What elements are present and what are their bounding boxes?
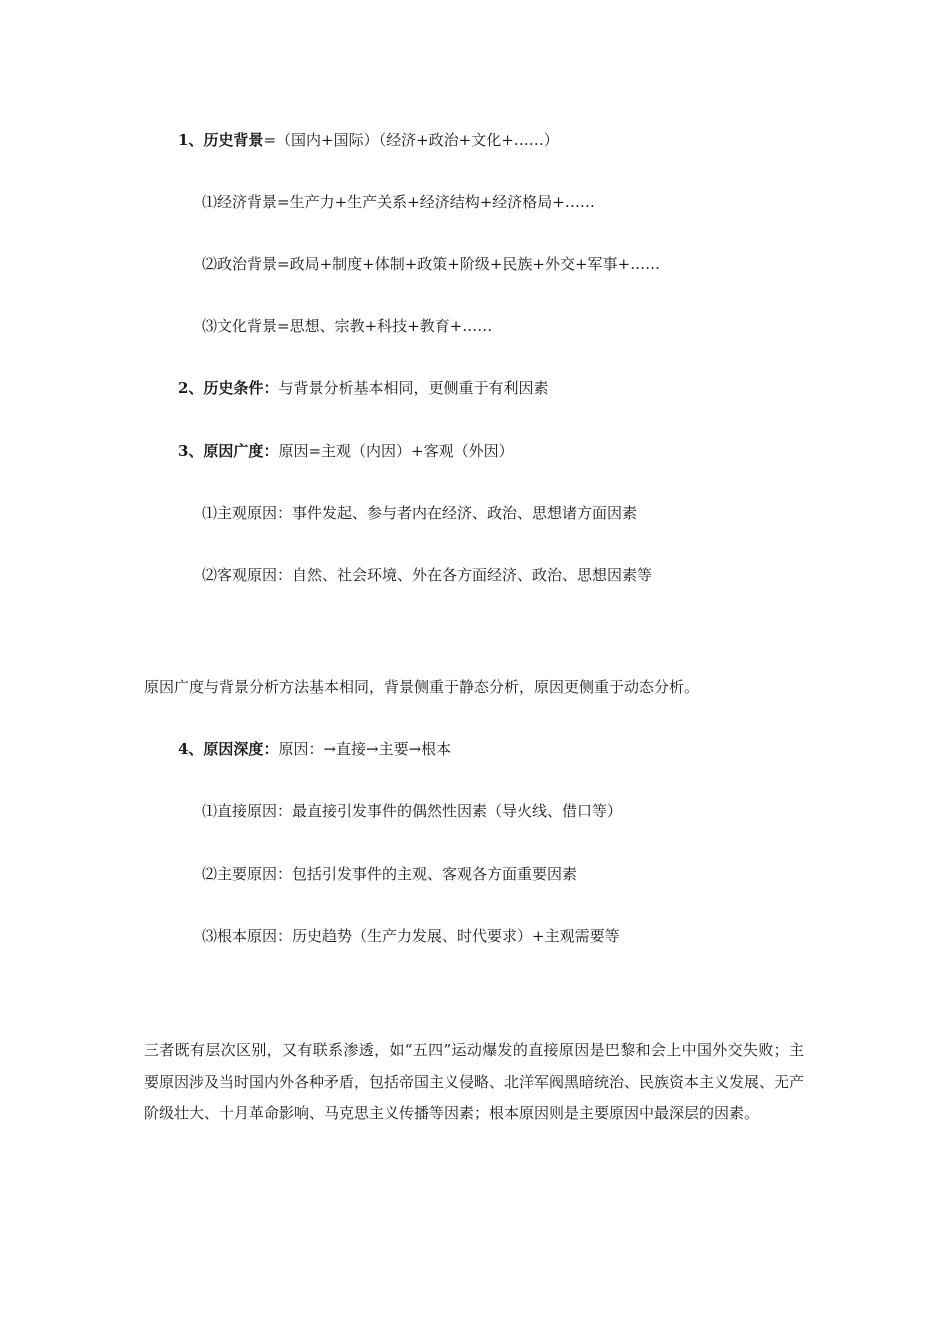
- section-4-title: 4、原因深度：: [178, 740, 279, 758]
- section-1-item-1: ⑴经济背景=生产力+生产关系+经济结构+经济格局+……: [202, 193, 595, 211]
- section-4-item-1: ⑴直接原因：最直接引发事件的偶然性因素（导火线、借口等）: [202, 802, 623, 820]
- section-1-title: 1、历史背景: [178, 131, 264, 149]
- section-4-item-2: ⑵主要原因：包括引发事件的主观、客观各方面重要因素: [202, 865, 578, 883]
- section-1-item-3: ⑶文化背景=思想、宗教+科技+教育+……: [202, 317, 493, 335]
- section-3-text: 原因=主观（内因）+客观（外因）: [278, 442, 514, 460]
- section-4-item-3: ⑶根本原因：历史趋势（生产力发展、时代要求）+主观需要等: [202, 927, 620, 945]
- note-paragraph-2: 三者既有层次区别，又有联系渗透，如“五四”运动爆发的直接原因是巴黎和会上中国外交失败；主要原因涉及当时国内外各种矛盾，包括帝国主义侵略、北洋军阀黑暗统治、民族资本主义发展、无产阶级壮大、十月革命影响、马克思主义传播等因素；根本原因则是主要原因中最深层的因素。: [144, 1041, 805, 1122]
- section-3-heading: [178, 441, 514, 461]
- section-3-item-1: ⑴主观原因：事件发起、参与者内在经济、政治、思想诸方面因素: [202, 504, 638, 522]
- note-paragraph-1: 原因广度与背景分析方法基本相同，背景侧重于静态分析，原因更侧重于动态分析。: [144, 678, 700, 696]
- section-3-title: 3、原因广度：: [178, 442, 279, 460]
- section-1-text: =（国内+国际）（经济+政治+文化+……）: [263, 131, 559, 149]
- section-1-heading: [178, 130, 559, 150]
- section-2-text: 与背景分析基本相同，更侧重于有利因素: [278, 379, 549, 397]
- section-4-text: 原因：→直接→主要→根本: [278, 740, 452, 758]
- section-2-title: 2、历史条件：: [178, 379, 279, 397]
- section-2-heading: [178, 378, 548, 398]
- section-4-heading: [178, 739, 451, 759]
- section-3-item-2: ⑵客观原因：自然、社会环境、外在各方面经济、政治、思想因素等: [202, 566, 653, 584]
- section-1-item-2: ⑵政治背景=政局+制度+体制+政策+阶级+民族+外交+军事+……: [202, 255, 661, 273]
